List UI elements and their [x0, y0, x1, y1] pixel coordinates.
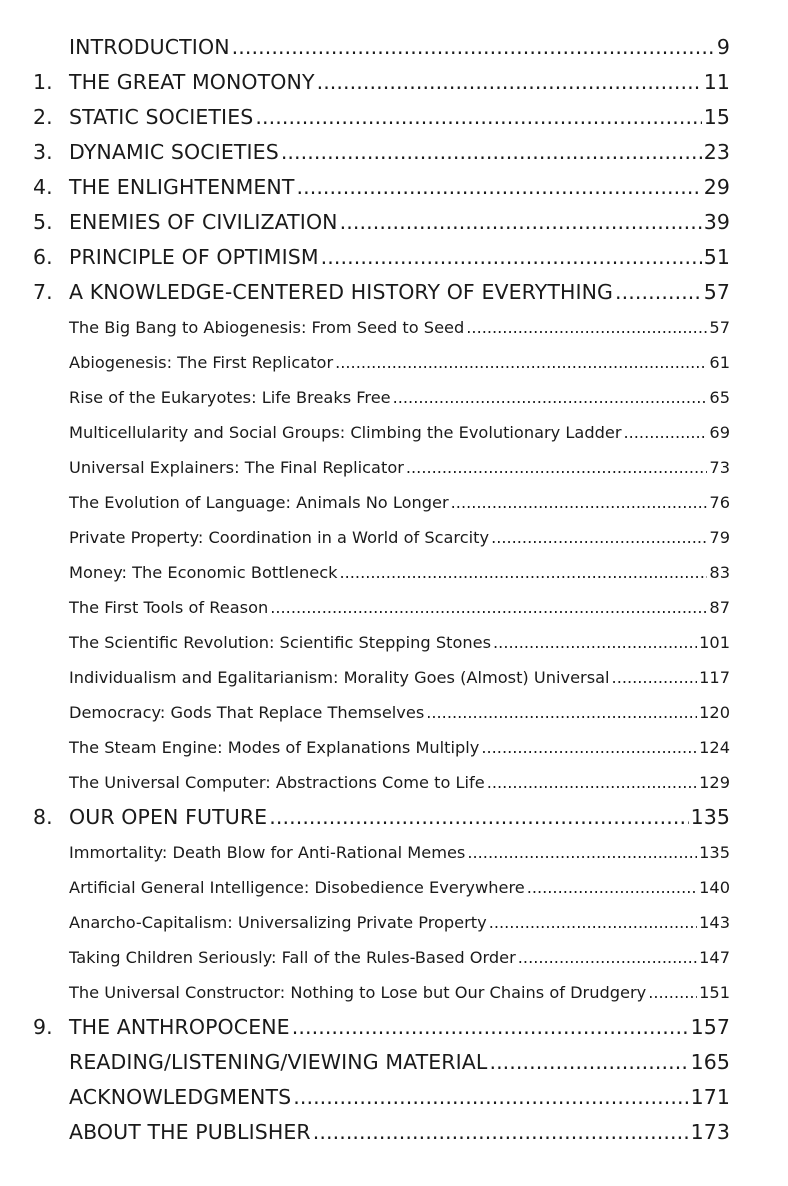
- toc-entry-title: THE GREAT MONOTONY: [69, 70, 315, 94]
- toc-leader-dots: [317, 65, 702, 100]
- toc-entry[interactable]: [0, 310, 730, 345]
- toc-leader-dots: [313, 1115, 689, 1150]
- toc-entry-title: Universal Explainers: The Final Replicator: [69, 458, 404, 477]
- toc-entry-title: The Steam Engine: Modes of Explanations Multiply: [69, 738, 480, 757]
- table-of-contents: [0, 30, 788, 1150]
- toc-entry-title: INTRODUCTION: [69, 35, 230, 59]
- toc-entry-page: 129: [699, 773, 730, 792]
- toc-entry-title: THE ENLIGHTENMENT: [69, 175, 295, 199]
- toc-entry-page: 87: [709, 598, 730, 617]
- toc-leader-dots: [270, 590, 707, 625]
- toc-leader-dots: [340, 205, 702, 240]
- toc-leader-dots: [527, 870, 697, 905]
- toc-entry[interactable]: [0, 345, 730, 380]
- toc-entry-title: PRINCIPLE OF OPTIMISM: [69, 245, 319, 269]
- toc-entry-page: 79: [709, 528, 730, 547]
- toc-entry-title: DYNAMIC SOCIETIES: [69, 140, 279, 164]
- toc-entry-page: 165: [690, 1050, 730, 1074]
- toc-leader-dots: [321, 240, 702, 275]
- toc-leader-dots: [232, 30, 715, 65]
- toc-entry[interactable]: [0, 765, 730, 800]
- toc-entry-title: Rise of the Eukaryotes: Life Breaks Free: [69, 388, 391, 407]
- toc-entry-page: 101: [699, 633, 730, 652]
- toc-entry[interactable]: [0, 905, 730, 940]
- toc-entry-page: 143: [699, 913, 730, 932]
- toc-entry[interactable]: [0, 975, 730, 1010]
- toc-entry-page: 76: [709, 493, 730, 512]
- toc-entry[interactable]: [0, 170, 730, 205]
- toc-leader-dots: [487, 765, 697, 800]
- toc-entry[interactable]: [0, 275, 730, 310]
- toc-entry-page: 135: [690, 805, 730, 829]
- toc-entry-title: ACKNOWLEDGMENTS: [69, 1085, 292, 1109]
- toc-entry[interactable]: [0, 1080, 730, 1115]
- toc-leader-dots: [335, 345, 707, 380]
- toc-entry[interactable]: [0, 940, 730, 975]
- toc-entry-page: 57: [703, 280, 730, 304]
- toc-leader-dots: [406, 450, 708, 485]
- toc-entry[interactable]: [0, 65, 730, 100]
- toc-entry[interactable]: [0, 660, 730, 695]
- toc-leader-dots: [292, 1010, 689, 1045]
- toc-entry-page: 61: [709, 353, 730, 372]
- toc-entry[interactable]: [0, 590, 730, 625]
- toc-entry-page: 69: [709, 423, 730, 442]
- toc-entry-title: The First Tools of Reason: [69, 598, 269, 617]
- toc-entry-page: 57: [709, 318, 730, 337]
- toc-entry-title: The Universal Constructor: Nothing to Lose but Our Chains of Drudgery: [69, 983, 647, 1002]
- toc-entry-title: Abiogenesis: The First Replicator: [69, 353, 334, 372]
- toc-entry[interactable]: [0, 1010, 730, 1045]
- toc-entry-page: 173: [690, 1120, 730, 1144]
- toc-entry[interactable]: [0, 450, 730, 485]
- toc-leader-dots: [451, 485, 708, 520]
- toc-entry-page: 29: [703, 175, 730, 199]
- toc-entry-number: 9.: [33, 1015, 53, 1039]
- toc-entry-number: 7.: [33, 280, 53, 304]
- toc-entry-title: Democracy: Gods That Replace Themselves: [69, 703, 425, 722]
- toc-entry[interactable]: [0, 380, 730, 415]
- toc-entry-page: 135: [699, 843, 730, 862]
- toc-entry-page: 51: [703, 245, 730, 269]
- toc-leader-dots: [269, 800, 688, 835]
- toc-leader-dots: [296, 170, 701, 205]
- toc-entry[interactable]: [0, 100, 730, 135]
- toc-entry-page: 157: [690, 1015, 730, 1039]
- toc-entry-title: The Scientific Revolution: Scientific Stepping Stones: [69, 633, 492, 652]
- toc-entry[interactable]: [0, 800, 730, 835]
- toc-entry-number: 3.: [33, 140, 53, 164]
- toc-entry-page: 117: [699, 668, 730, 687]
- toc-entry[interactable]: [0, 415, 730, 450]
- toc-entry-title: READING/LISTENING/VIEWING MATERIAL: [69, 1050, 488, 1074]
- toc-leader-dots: [481, 730, 697, 765]
- toc-entry-page: 151: [699, 983, 730, 1002]
- toc-entry-page: 140: [699, 878, 730, 897]
- toc-entry-title: A KNOWLEDGE-CENTERED HISTORY OF EVERYTHING: [69, 280, 614, 304]
- toc-leader-dots: [648, 975, 697, 1010]
- toc-entry-number: 2.: [33, 105, 53, 129]
- toc-entry-title: OUR OPEN FUTURE: [69, 805, 268, 829]
- toc-leader-dots: [615, 275, 702, 310]
- toc-leader-dots: [467, 835, 697, 870]
- toc-entry-title: Individualism and Egalitarianism: Morality Goes (Almost) Universal: [69, 668, 610, 687]
- toc-entry-title: The Universal Computer: Abstractions Come to Life: [69, 773, 485, 792]
- toc-entry[interactable]: [0, 520, 730, 555]
- toc-leader-dots: [293, 1080, 688, 1115]
- toc-entry-page: 124: [699, 738, 730, 757]
- toc-entry-title: STATIC SOCIETIES: [69, 105, 254, 129]
- toc-entry-title: Money: The Economic Bottleneck: [69, 563, 338, 582]
- toc-entry-page: 73: [709, 458, 730, 477]
- toc-entry-title: Taking Children Seriously: Fall of the Rules-Based Order: [69, 948, 516, 967]
- toc-entry[interactable]: [0, 1115, 730, 1150]
- toc-entry[interactable]: [0, 1045, 730, 1080]
- toc-entry[interactable]: [0, 135, 730, 170]
- toc-entry[interactable]: [0, 555, 730, 590]
- toc-entry-page: 83: [709, 563, 730, 582]
- toc-entry[interactable]: [0, 730, 730, 765]
- toc-entry[interactable]: [0, 835, 730, 870]
- toc-entry[interactable]: [0, 205, 730, 240]
- toc-entry-title: The Evolution of Language: Animals No Longer: [69, 493, 449, 512]
- toc-leader-dots: [426, 695, 697, 730]
- toc-leader-dots: [281, 135, 702, 170]
- toc-entry-title: Artificial General Intelligence: Disobedience Everywhere: [69, 878, 525, 897]
- toc-leader-dots: [489, 1045, 688, 1080]
- toc-entry-page: 39: [703, 210, 730, 234]
- toc-entry-title: ENEMIES OF CIVILIZATION: [69, 210, 338, 234]
- toc-leader-dots: [466, 310, 707, 345]
- toc-leader-dots: [340, 555, 708, 590]
- toc-entry-title: The Big Bang to Abiogenesis: From Seed to Seed: [69, 318, 465, 337]
- toc-leader-dots: [255, 100, 701, 135]
- toc-entry-page: 9: [716, 35, 730, 59]
- toc-entry-number: 6.: [33, 245, 53, 269]
- toc-leader-dots: [612, 660, 698, 695]
- toc-leader-dots: [518, 940, 697, 975]
- toc-entry-page: 147: [699, 948, 730, 967]
- toc-leader-dots: [493, 625, 697, 660]
- toc-entry-number: 5.: [33, 210, 53, 234]
- toc-entry-title: Immortality: Death Blow for Anti-Rational Memes: [69, 843, 466, 862]
- toc-entry-page: 171: [690, 1085, 730, 1109]
- toc-entry-number: 4.: [33, 175, 53, 199]
- toc-entry-page: 120: [699, 703, 730, 722]
- toc-leader-dots: [489, 905, 697, 940]
- toc-entry[interactable]: [0, 695, 730, 730]
- toc-entry-title: THE ANTHROPOCENE: [69, 1015, 290, 1039]
- toc-entry-title: ABOUT THE PUBLISHER: [69, 1120, 311, 1144]
- toc-entry-number: 1.: [33, 70, 53, 94]
- toc-entry[interactable]: [0, 240, 730, 275]
- toc-entry-number: 8.: [33, 805, 53, 829]
- toc-entry[interactable]: [0, 625, 730, 660]
- toc-entry-page: 23: [703, 140, 730, 164]
- toc-entry[interactable]: [0, 30, 730, 65]
- toc-entry[interactable]: [0, 870, 730, 905]
- toc-entry[interactable]: [0, 485, 730, 520]
- toc-leader-dots: [491, 520, 707, 555]
- toc-entry-page: 15: [703, 105, 730, 129]
- toc-entry-title: Multicellularity and Social Groups: Climbing the Evolutionary Ladder: [69, 423, 622, 442]
- toc-leader-dots: [393, 380, 708, 415]
- toc-entry-page: 65: [709, 388, 730, 407]
- toc-entry-page: 11: [703, 70, 730, 94]
- toc-entry-title: Private Property: Coordination in a World of Scarcity: [69, 528, 490, 547]
- toc-leader-dots: [624, 415, 708, 450]
- toc-entry-title: Anarcho-Capitalism: Universalizing Private Property: [69, 913, 487, 932]
